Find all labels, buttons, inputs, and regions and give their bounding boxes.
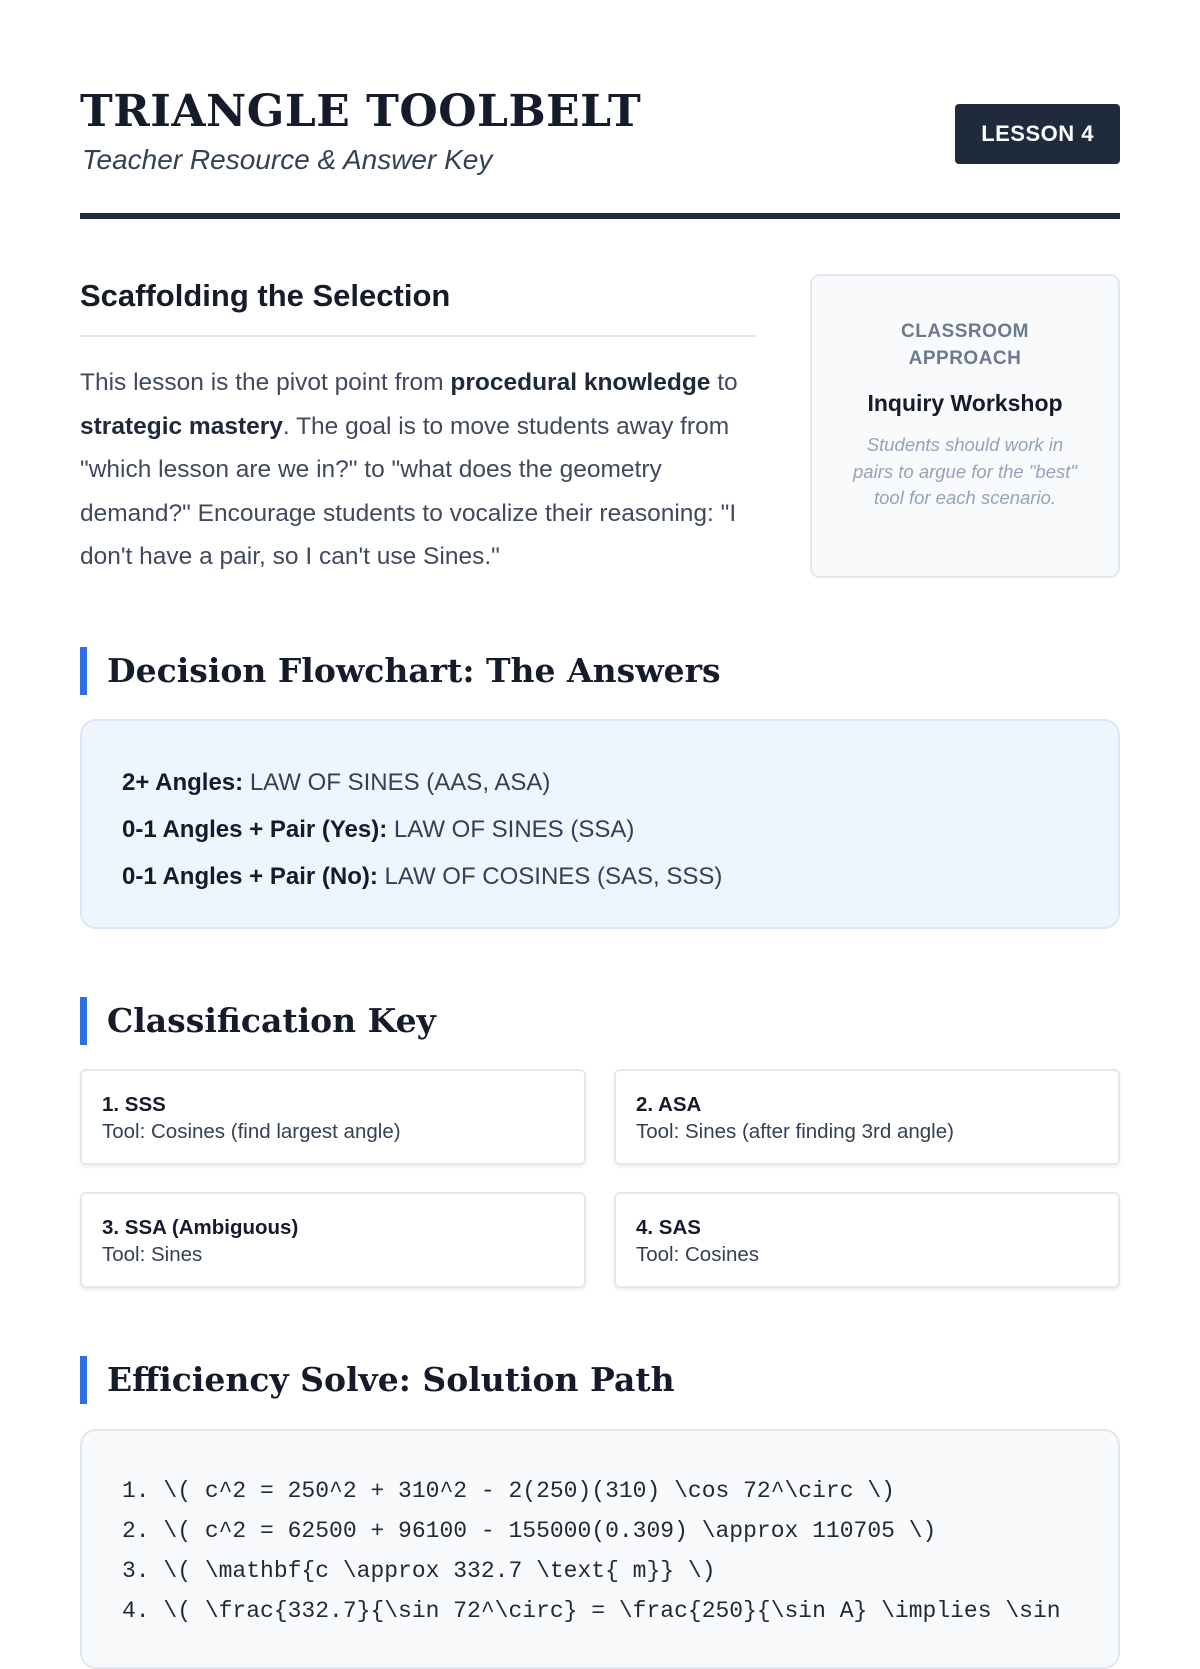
- flowchart-row: [122, 806, 1078, 853]
- classification-card-sas: [614, 1192, 1120, 1288]
- scaffold-text-1: This lesson is the pivot point from: [80, 369, 451, 396]
- flow-condition: 0-1 Angles + Pair (Yes):: [122, 816, 388, 843]
- approach-title: Inquiry Workshop: [867, 390, 1063, 416]
- flowchart-answers-box: [80, 719, 1120, 929]
- card-tool: Tool: Sines: [102, 1243, 203, 1266]
- solution-heading: Efficiency Solve: Solution Path: [107, 1360, 675, 1399]
- scaffold-bold-1: procedural knowledge: [450, 369, 711, 396]
- classification-heading: Classification Key: [107, 1001, 436, 1040]
- classification-card-sss: [80, 1069, 586, 1165]
- approach-label: CLASSROOM APPROACH: [901, 321, 1029, 369]
- card-tool: Tool: Cosines: [636, 1243, 760, 1266]
- scaffold-bold-2: strategic mastery: [80, 412, 283, 440]
- flowchart-heading: Decision Flowchart: The Answers: [107, 651, 721, 690]
- page-header: [80, 84, 1120, 178]
- card-title: 4. SAS: [636, 1216, 701, 1239]
- classroom-approach-card: [810, 274, 1120, 578]
- flow-condition: 2+ Angles:: [122, 769, 244, 796]
- scaffold-text-2: to: [710, 369, 738, 396]
- classification-section-heading: [80, 997, 436, 1045]
- card-title: 3. SSA (Ambiguous): [102, 1216, 299, 1239]
- flowchart-row: [122, 759, 1078, 806]
- solution-step: 2. \( c^2 = 62500 + 96100 - 155000(0.309) \approx 110705 \): [122, 1518, 937, 1544]
- flow-result: LAW OF SINES (SSA): [387, 816, 635, 843]
- scaffold-text-3: . The goal is to move students away from "which lesson are we in?" to "what does the geometry demand?" Encourage students to vocalize their reasoning: "I don't have a pair, so I can't use Sines.": [80, 412, 737, 570]
- card-tool: Tool: Cosines (find largest angle): [102, 1120, 401, 1143]
- lesson-badge: LESSON 4: [955, 104, 1120, 164]
- flow-condition: 0-1 Angles + Pair (No):: [122, 863, 378, 890]
- header-divider: [80, 213, 1120, 219]
- scaffold-paragraph: [80, 361, 756, 579]
- card-title: 1. SSS: [102, 1093, 166, 1116]
- page-title: TRIANGLE TOOLBELT: [80, 86, 642, 137]
- page-subtitle: Teacher Resource & Answer Key: [82, 144, 493, 175]
- card-tool: Tool: Sines (after finding 3rd angle): [636, 1120, 954, 1143]
- flow-result: LAW OF COSINES (SAS, SSS): [377, 863, 723, 890]
- card-title: 2. ASA: [636, 1093, 702, 1116]
- solution-path-box: [80, 1429, 1120, 1669]
- flowchart-row: [122, 853, 1078, 900]
- flow-result: LAW OF SINES (AAS, ASA): [243, 769, 551, 796]
- classification-card-ssa: [80, 1192, 586, 1288]
- approach-description: Students should work in pairs to argue for the "best" tool for each scenario.: [853, 434, 1077, 508]
- solution-step: 1. \( c^2 = 250^2 + 310^2 - 2(250)(310) \cos 72^\circ \): [122, 1478, 895, 1504]
- solution-step: 4. \( \frac{332.7}{\sin 72^\circ} = \frac{250}{\sin A} \implies \sin: [122, 1598, 1061, 1624]
- flowchart-section-heading: [80, 647, 721, 695]
- classification-card-asa: [614, 1069, 1120, 1165]
- scaffold-heading: Scaffolding the Selection: [80, 275, 756, 337]
- solution-section-heading: [80, 1356, 675, 1404]
- solution-step: 3. \( \mathbf{c \approx 332.7 \text{ m}} \): [122, 1558, 716, 1584]
- scaffold-section: [80, 275, 756, 579]
